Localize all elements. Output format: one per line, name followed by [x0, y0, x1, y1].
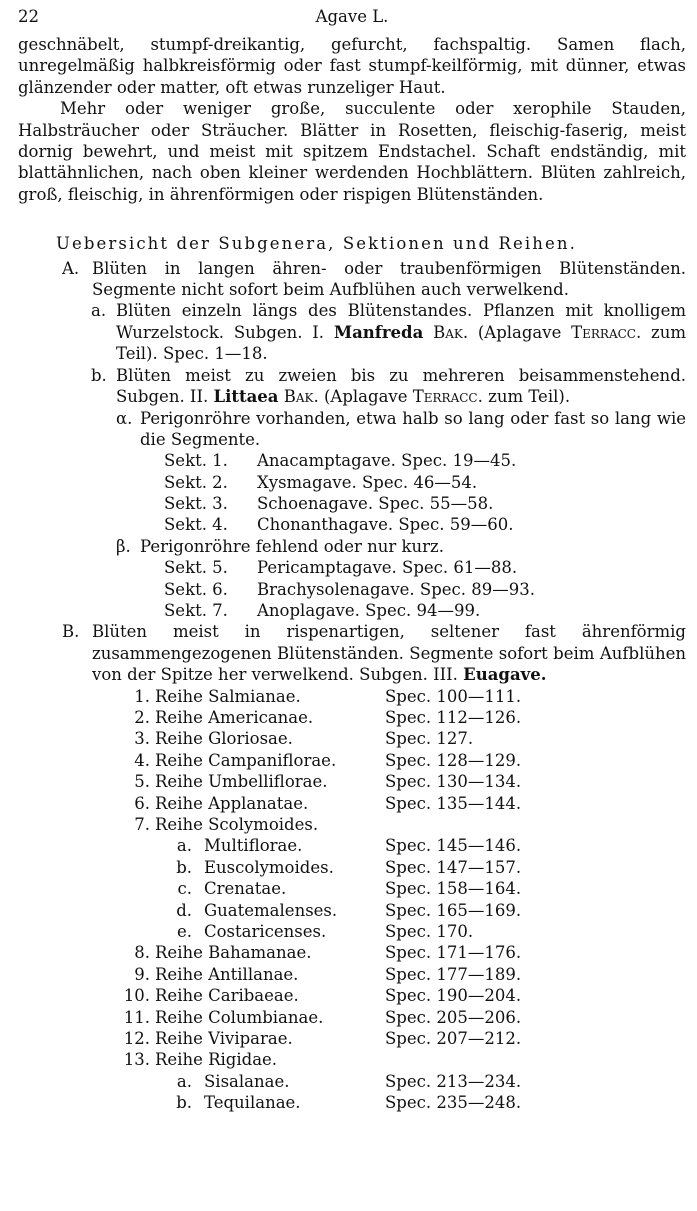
reihen-list	[18, 686, 686, 1114]
sub-reihe-label: c.	[177, 879, 192, 899]
document-page	[18, 6, 686, 1113]
key-text-B: Blüten meist in rispenartigen, seltener fast ährenförmig zusammengezogenen Blütenständen. Segmente sofort beim Aufblühen von der Spitze her verwelkend. Subgen. III.	[92, 622, 686, 685]
key-item-A-b	[18, 365, 686, 408]
reihe-row	[18, 771, 686, 792]
species-range: Spec. 235—248.	[385, 1093, 522, 1113]
sub-reihe-name: Guatemalenses.	[204, 900, 338, 920]
reihe-row	[18, 686, 686, 707]
reihe-number: 12.	[123, 1028, 150, 1048]
reihe-name: Reihe Campaniflorae.	[155, 750, 337, 770]
section-row	[18, 600, 686, 621]
section-number: Sekt. 6.	[164, 579, 228, 599]
key-label-A: A.	[62, 258, 80, 278]
overview-heading: Uebersicht der Subgenera, Sektionen und Reihen.	[56, 234, 577, 254]
species-range: Spec. 213—234.	[385, 1071, 522, 1091]
reihe-number: 6.	[134, 793, 150, 813]
author-abbrev-2: Terracc.	[571, 322, 642, 342]
species-range: Spec. 190—204.	[385, 986, 522, 1006]
key-text-beta: Perigonröhre fehlend oder nur kurz.	[140, 536, 444, 556]
key-text-A-b-1: Blüten meist zu zweien bis zu mehreren beisammenstehend. Subgen. II.	[116, 365, 686, 407]
key-item-A-a	[18, 300, 686, 364]
page-number: 22	[18, 7, 39, 26]
section-row	[18, 493, 686, 514]
reihe-row	[18, 793, 686, 814]
reihe-row	[18, 985, 686, 1006]
reihe-number: 5.	[134, 772, 150, 792]
sub-reihe-name: Multiflorae.	[204, 836, 303, 856]
species-range: Spec. 147—157.	[385, 857, 522, 877]
section-row	[18, 514, 686, 535]
key-label-beta: β.	[116, 536, 131, 556]
section-name: Xysmagave. Spec. 46—54.	[257, 472, 478, 492]
intro-paragraph-1: geschnäbelt, stumpf-dreikantig, gefurcht, fachspaltig. Samen flach, unregelmäßig halbkreisförmig oder fast stumpf-keilförmig, mit dünner, etwas glänzender oder matter, oft etwas runzeliger Haut.	[18, 35, 686, 97]
reihe-row	[18, 942, 686, 963]
section-number: Sekt. 7.	[164, 601, 228, 621]
species-range: Spec. 127.	[385, 729, 474, 749]
intro-paragraph-2: Mehr oder weniger große, succulente oder xerophile Stauden, Halbsträucher oder Sträucher. Blätter in Rosetten, fleischig-faserig, meist dornig bewehrt, und meist mit spitzem Endstachel. Schaft endständig, mit blattähnlichen, nach oben kleiner werdenden Hochblättern. Blüten zahlreich, groß, fleischig, in ährenförmigen oder rispigen Blütenständen.	[18, 99, 686, 204]
reihe-row	[18, 750, 686, 771]
reihe-name: Reihe Viviparae.	[155, 1028, 293, 1048]
reihe-name: Reihe Salmianae.	[155, 686, 301, 706]
author-abbrev: Bak.	[433, 322, 469, 342]
key-item-beta	[18, 536, 686, 557]
sub-reihe-label: d.	[176, 900, 192, 920]
species-range: Spec. 145—146.	[385, 836, 522, 856]
reihe-number: 7.	[134, 815, 150, 835]
species-range: Spec. 171—176.	[385, 943, 522, 963]
author-abbrev: Bak.	[283, 387, 319, 407]
reihe-name: Reihe Applanatae.	[155, 793, 309, 813]
section-number: Sekt. 5.	[164, 558, 228, 578]
subgenus-name-manfreda: Manfreda	[333, 322, 424, 342]
subgenus-name-euagave: Euagave.	[463, 665, 547, 685]
reihe-number: 2.	[134, 708, 150, 728]
reihe-number: 11.	[123, 1007, 150, 1027]
section-number: Sekt. 1.	[164, 451, 228, 471]
author-abbrev-2: Terracc.	[412, 387, 483, 407]
species-range: Spec. 170.	[385, 921, 474, 941]
reihe-number: 13.	[123, 1050, 150, 1070]
reihe-row	[18, 1028, 686, 1049]
sub-reihe-row	[18, 878, 686, 899]
sub-reihe-row	[18, 857, 686, 878]
sub-reihe-row	[18, 921, 686, 942]
species-range: Spec. 158—164.	[385, 879, 522, 899]
running-header	[18, 6, 686, 30]
key-text-A-a-2: (Aplagave	[477, 322, 562, 342]
section-row	[18, 557, 686, 578]
section-row	[18, 579, 686, 600]
sub-reihe-label: b.	[176, 1093, 192, 1113]
subgenus-name-littaea: Littaea	[213, 387, 279, 407]
sub-reihe-name: Tequilanae.	[204, 1093, 301, 1113]
reihe-name: Reihe Caribaeae.	[155, 986, 299, 1006]
key-text-A-b-3: zum Teil).	[488, 387, 571, 407]
reihe-number: 10.	[123, 986, 150, 1006]
reihe-name: Reihe Gloriosae.	[155, 729, 293, 749]
reihe-row	[18, 814, 686, 835]
reihe-name: Reihe Columbianae.	[155, 1007, 324, 1027]
reihe-row	[18, 728, 686, 749]
key-item-B	[18, 621, 686, 685]
section-row	[18, 472, 686, 493]
reihe-number: 9.	[134, 964, 150, 984]
sub-reihe-label: a.	[176, 836, 192, 856]
reihe-row	[18, 1049, 686, 1070]
species-range: Spec. 165—169.	[385, 900, 522, 920]
species-range: Spec. 177—189.	[385, 964, 522, 984]
key-label-B: B.	[62, 622, 80, 642]
section-name: Brachysolenagave. Spec. 89—93.	[257, 579, 536, 599]
species-range: Spec. 207—212.	[385, 1028, 522, 1048]
sub-reihe-label: a.	[176, 1071, 192, 1091]
reihe-name: Reihe Scolymoides.	[155, 815, 319, 835]
section-name: Anoplagave. Spec. 94—99.	[257, 601, 481, 621]
reihe-name: Reihe Rigidae.	[155, 1050, 278, 1070]
reihe-number: 8.	[134, 943, 150, 963]
reihe-row	[18, 707, 686, 728]
sub-reihe-name: Sisalanae.	[204, 1071, 290, 1091]
key-text-A-b-2: (Aplagave	[323, 387, 408, 407]
species-range: Spec. 112—126.	[385, 708, 522, 728]
reihe-number: 3.	[134, 729, 150, 749]
sub-reihe-name: Crenatae.	[204, 879, 287, 899]
key-text-alpha: Perigonröhre vorhanden, etwa halb so lang oder fast so lang wie die Segmente.	[140, 408, 686, 449]
reihe-row	[18, 1007, 686, 1028]
section-name: Schoenagave. Spec. 55—58.	[257, 494, 494, 514]
section-number: Sekt. 2.	[164, 472, 228, 492]
species-range: Spec. 205—206.	[385, 1007, 522, 1027]
section-name: Anacamptagave. Spec. 19—45.	[257, 451, 517, 471]
species-range: Spec. 135—144.	[385, 793, 522, 813]
sub-reihe-row	[18, 1092, 686, 1113]
section-number: Sekt. 4.	[164, 515, 228, 535]
section-name: Chonanthagave. Spec. 59—60.	[257, 515, 514, 535]
section-name: Pericamptagave. Spec. 61—88.	[257, 558, 518, 578]
reihe-name: Reihe Americanae.	[155, 708, 314, 728]
sub-reihe-label: e.	[176, 921, 192, 941]
key-label-A-b: b.	[91, 365, 107, 385]
species-range: Spec. 130—134.	[385, 772, 522, 792]
species-range: Spec. 128—129.	[385, 750, 522, 770]
key-text-A-a-1: Blüten einzeln längs des Blütenstandes. Pflanzen mit knolligem Wurzelstock. Subgen. I.	[116, 301, 686, 342]
section-number: Sekt. 3.	[164, 494, 228, 514]
reihe-name: Reihe Umbelliflorae.	[155, 772, 328, 792]
section-row	[18, 450, 686, 471]
species-range: Spec. 100—111.	[385, 686, 522, 706]
sub-reihe-name: Euscolymoides.	[204, 857, 334, 877]
reihe-name: Reihe Bahamanae.	[155, 943, 312, 963]
key-label-alpha: α.	[116, 408, 133, 428]
key-label-A-a: a.	[91, 301, 107, 321]
key-item-A	[18, 258, 686, 301]
reihe-number: 1.	[134, 686, 150, 706]
key-text-A: Blüten in langen ähren- oder traubenförmigen Blütenständen. Segmente nicht sofort beim Aufblühen auch verwelkend.	[92, 258, 686, 300]
reihe-name: Reihe Antillanae.	[155, 964, 299, 984]
sub-reihe-row	[18, 835, 686, 856]
sub-reihe-name: Costaricenses.	[204, 921, 327, 941]
sub-reihe-label: b.	[176, 857, 192, 877]
key-text-A-a-3: zum Teil). Spec. 1—18.	[116, 322, 686, 364]
reihe-number: 4.	[134, 750, 150, 770]
running-title: Agave L.	[315, 7, 389, 26]
sub-reihe-row	[18, 900, 686, 921]
sub-reihe-row	[18, 1071, 686, 1092]
reihe-row	[18, 964, 686, 985]
key-item-alpha	[18, 408, 686, 451]
